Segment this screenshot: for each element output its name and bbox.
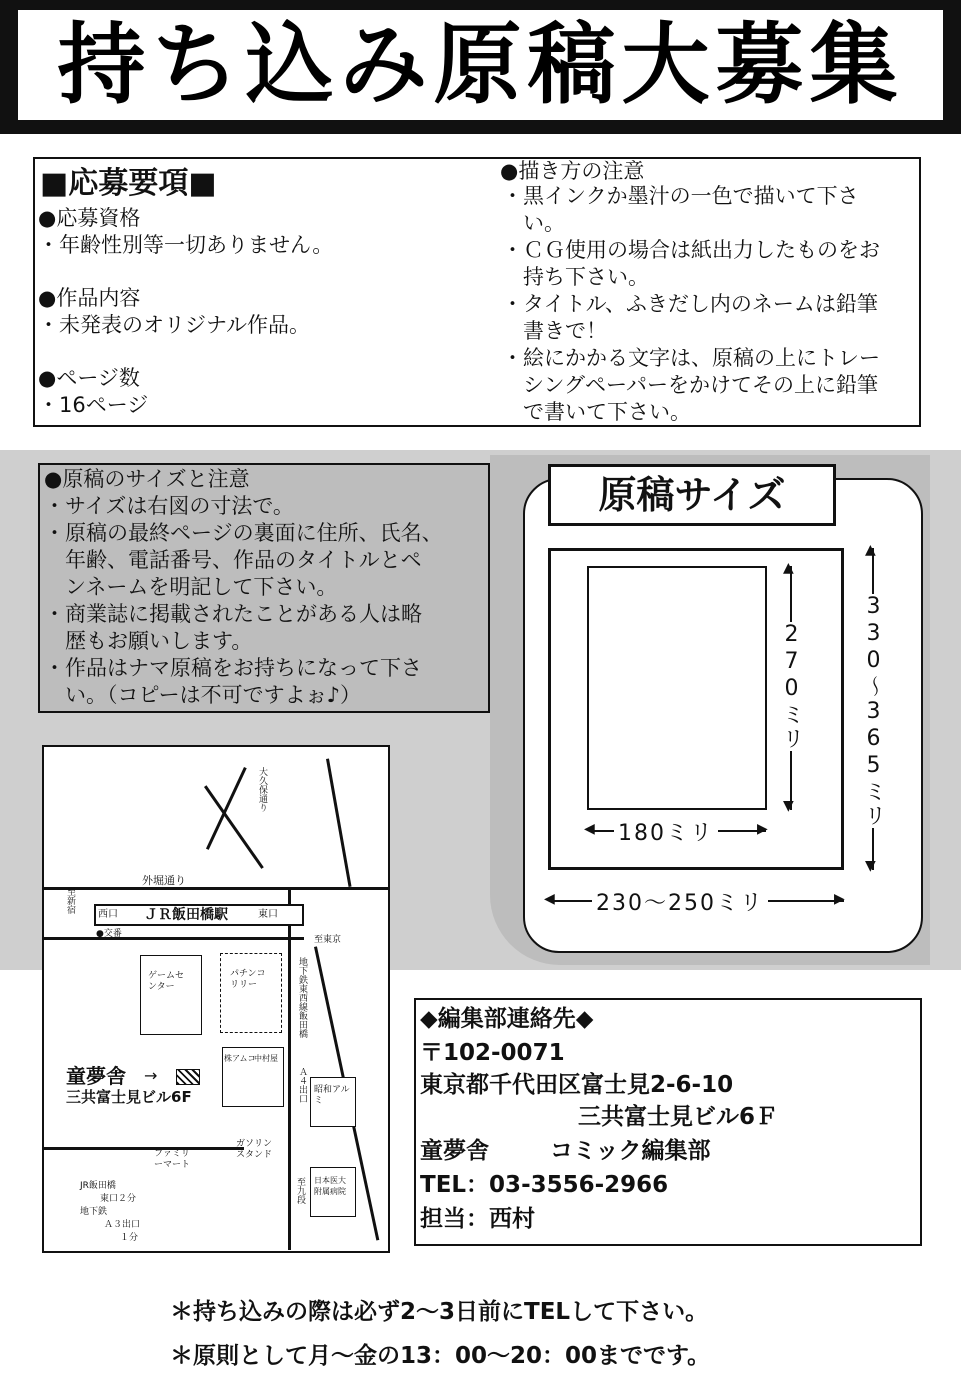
pages-title: ●ページ数	[38, 366, 140, 390]
arrow-left-icon: ◀	[544, 891, 555, 907]
arrow-right-icon: →	[144, 1066, 158, 1085]
application-heading: ■応募要項■	[40, 166, 217, 201]
amuko-label: 株アムコ	[224, 1054, 256, 1063]
page-title: 持ち込み原稿大募集	[18, 10, 943, 120]
company-label: 童夢舎	[66, 1064, 126, 1088]
station-label: ＪＲ飯田橋駅	[144, 907, 228, 923]
notes-line: ンネームを明記して下さい。	[44, 575, 338, 599]
outer-width-label: 230〜250ミリ	[592, 886, 768, 917]
drawing-notes	[502, 183, 880, 426]
to-shinjuku-label: 至新宿	[65, 887, 75, 914]
content-title: ●作品内容	[38, 286, 141, 310]
drawing-line: ・ＣＧ使用の場合は紙出力したものをお	[502, 238, 880, 262]
drawing-line: ・絵にかかる文字は、原稿の上にトレー	[502, 346, 880, 370]
contact-tel: TEL：03-3556-2966	[420, 1172, 669, 1198]
game-center-block	[140, 955, 202, 1035]
access-line: １分	[120, 1233, 139, 1243]
map-road	[288, 890, 291, 1250]
company-marker	[176, 1069, 200, 1085]
notes-line: 歴もお願いします。	[44, 629, 253, 653]
footer-note: ＊持ち込みの際は必ず2〜3日前にTELして下さい。	[170, 1299, 709, 1325]
west-exit-label: 西口	[98, 909, 118, 920]
showa-label: 昭和アルミ	[314, 1085, 350, 1106]
size-title: 原稿サイズ	[548, 464, 836, 526]
pachinko-block	[220, 953, 282, 1033]
inner-page-rect	[587, 566, 767, 810]
gasoline-label: ガソリンスタンド	[236, 1139, 273, 1160]
hospital-label: 日本医大附属病院	[314, 1176, 346, 1196]
drawing-line: 持ち下さい。	[502, 265, 649, 289]
inner-width-label: 180ミリ	[614, 816, 718, 847]
drawing-line: で書いて下さい。	[502, 400, 691, 424]
access-line: 地下鉄	[80, 1207, 108, 1217]
okubo-label: 大久保通り	[257, 767, 267, 812]
access-line: JR飯田橋	[80, 1181, 116, 1191]
notes-line: ・商業誌に掲載されたことがある人は略	[44, 602, 422, 626]
notes-line: 年齢、電話番号、作品のタイトルとペ	[44, 548, 422, 572]
drawing-line: シングペーパーをかけてその上に鉛筆	[502, 373, 879, 397]
notes-line: ・サイズは右図の寸法で。	[44, 494, 294, 518]
access-line: Ａ３出口	[104, 1220, 141, 1230]
arrow-down-icon: ▼	[865, 858, 876, 874]
pages-text: ・16ページ	[38, 393, 149, 417]
nakamura-label: 中村屋	[254, 1054, 278, 1063]
footer-note: ＊原則として月〜金の13：00〜20：00までです。	[170, 1343, 711, 1369]
sotobori-label: 外堀通り	[142, 874, 186, 887]
pachinko-label: パチンコリリー	[230, 969, 266, 990]
arrow-up-icon: ▲	[783, 560, 794, 576]
arrow-up-icon: ▲	[865, 542, 876, 558]
eligibility-text: ・年齢性別等一切ありません。	[38, 233, 334, 257]
drawing-title: ●描き方の注意	[500, 159, 645, 183]
notes-line: い。（コピーは不可ですよぉ♪）	[44, 683, 362, 707]
access-map	[42, 745, 390, 1253]
access-line: 東口２分	[100, 1194, 137, 1204]
to-tokyo-label: 至東京	[314, 935, 342, 945]
map-road	[44, 937, 304, 940]
drawing-line: ・タイトル、ふきだし内のネームは鉛筆	[502, 292, 878, 316]
a4-exit-label: Ａ４出口	[297, 1067, 307, 1103]
map-road	[44, 887, 390, 890]
arrow-down-icon: ▼	[783, 798, 794, 814]
contact-title: ◆編集部連絡先◆	[420, 1006, 594, 1032]
east-exit-label: 東口	[258, 909, 278, 920]
drawing-line: 書きで！	[502, 319, 607, 343]
contact-company: 童夢舎	[420, 1138, 489, 1164]
drawing-line: い。	[502, 211, 565, 235]
notes-title: ●原稿のサイズと注意	[44, 467, 250, 491]
content-text: ・未発表のオリジナル作品。	[38, 313, 310, 337]
notes-line: ・作品はナマ原稿をお持ちになって下さ	[44, 656, 422, 680]
game-center-label: ゲームセンター	[148, 971, 185, 992]
drawing-line: ・黒インクか墨汁の一色で描いて下さ	[502, 184, 859, 208]
arrow-left-icon: ◀	[584, 821, 595, 837]
family-mart-label: ファミリーマート	[154, 1149, 191, 1170]
outer-height-label: 330〜365ミリ	[858, 594, 889, 828]
notes-line: ・原稿の最終ページの裏面に住所、氏名、	[44, 521, 443, 545]
contact-person: 担当：西村	[420, 1206, 535, 1232]
notes-content	[44, 466, 443, 709]
contact-address: 東京都千代田区富士見2-6-10	[420, 1072, 734, 1098]
eligibility-title: ●応募資格	[38, 206, 141, 230]
map-road	[204, 785, 264, 869]
map-road	[326, 758, 352, 887]
inner-height-label: 270ミリ	[776, 622, 807, 751]
arrow-right-icon: ▶	[834, 891, 845, 907]
arrow-right-icon: ▶	[757, 821, 768, 837]
map-road	[44, 1147, 244, 1150]
contact-building: 三共富士見ビル6Ｆ	[578, 1104, 779, 1130]
contact-dept: コミック編集部	[550, 1138, 711, 1164]
building-label: 三共富士見ビル6F	[66, 1088, 192, 1106]
koban-label: ●交番	[96, 929, 122, 939]
subway-label: 地下鉄東西線飯田橋	[297, 957, 307, 1038]
to-kudan-label: 至九段	[295, 1177, 305, 1204]
contact-postal: 〒102-0071	[420, 1040, 565, 1066]
